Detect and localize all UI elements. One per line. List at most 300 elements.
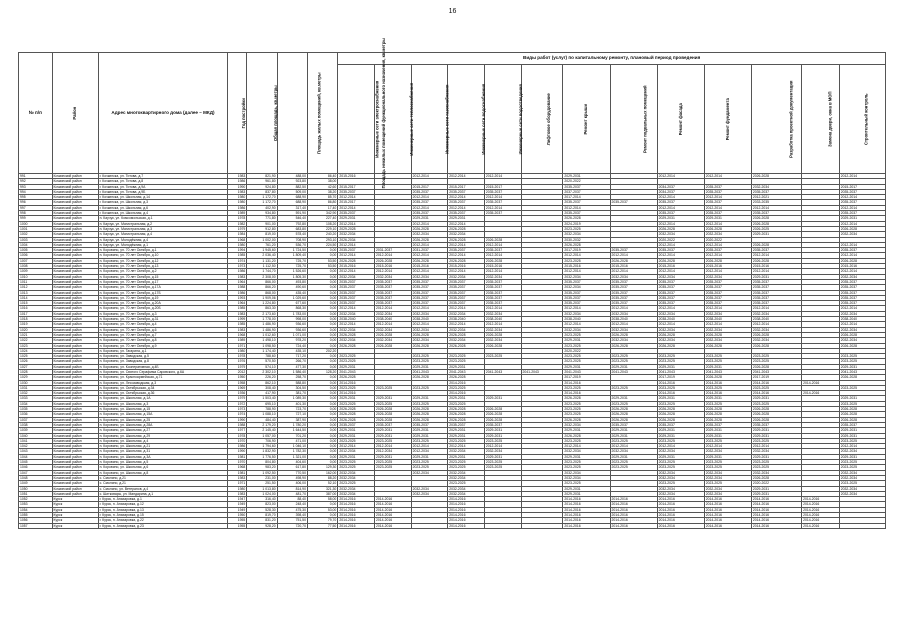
table-cell: 2015-2016 (610, 264, 657, 269)
table-row (19, 407, 886, 412)
table-cell: 1964 (228, 279, 247, 284)
table-cell: 2026-2028 (610, 407, 657, 412)
table-cell: 2032-2034 (657, 274, 704, 279)
col-header-project-docs: Разработка проектной документации (751, 65, 801, 174)
table-cell: 2038-2040 (751, 317, 801, 322)
table-cell: 2012-2014 (839, 205, 885, 210)
table-cell: 2029-2031 (751, 454, 801, 459)
table-cell: Кочкинский район (52, 274, 98, 279)
table-cell: 2 308,00 (247, 274, 277, 279)
table-cell: 2035-2037 (411, 211, 448, 216)
table-cell: 1981 (228, 454, 247, 459)
table-cell: 2032-2034 (338, 274, 375, 279)
table-cell: 2012-2014 (484, 242, 521, 247)
table-cell: 2032-2034 (704, 491, 751, 496)
table-cell: 1979 (228, 226, 247, 231)
table-cell: Кочкинский район (52, 354, 98, 359)
table-cell: 2032-2034 (411, 232, 448, 237)
table-cell: 2035-2037 (374, 422, 411, 427)
table-cell: 402,90 (247, 205, 277, 210)
table-cell: 2029-2031 (657, 433, 704, 438)
table-cell: 2029-2031 (448, 428, 485, 433)
table-cell: Кочкинский район (52, 396, 98, 401)
table-cell: 2015-2016 (411, 264, 448, 269)
table-cell: 2020-2022 (751, 481, 801, 486)
table-cell: 0,00 (307, 311, 337, 316)
table-cell: 2032-2034 (411, 338, 448, 343)
table-cell: 2032-2034 (751, 338, 801, 343)
table-cell: 1 046,10 (277, 444, 307, 449)
table-cell: 251,50 (247, 481, 277, 486)
table-cell: 2032-2034 (563, 449, 610, 454)
table-cell: 2015-2017 (338, 200, 375, 205)
table-cell: 2023-2025 (839, 359, 885, 364)
table-cell: 2014-2016 (374, 497, 411, 502)
table-cell: 2026-2028 (411, 407, 448, 412)
table-cell: Кочкинский район (52, 242, 98, 247)
table-cell: п. Коровино, ул. Школьная, д.3 (98, 401, 228, 406)
table-cell: 2032-2034 (839, 311, 885, 316)
table-cell: 928,20 (247, 523, 277, 528)
table-cell: Кочкинский район (52, 391, 98, 396)
table-row (19, 232, 886, 237)
table-cell: 2023-2025 (563, 481, 610, 486)
table-cell: 823,00 (247, 502, 277, 507)
table-cell: 2012-2021 (751, 195, 801, 200)
table-cell: 1974 (228, 258, 247, 263)
table-cell: 2035-2037 (338, 285, 375, 290)
col-header-basement: Ремонт подвальных помещений (610, 65, 657, 174)
table-cell: 2014-2016 (374, 507, 411, 512)
table-cell: 2020-2022 (563, 179, 610, 184)
table-cell: 2012-2014 (448, 269, 485, 274)
table-cell: 993 (19, 184, 53, 189)
table-cell: 2035-2037 (704, 200, 751, 205)
table-cell: 2032-2034 (704, 470, 751, 475)
table-cell: 2026-2028 (484, 258, 521, 263)
table-cell: 2012-2014 (704, 269, 751, 274)
table-cell: п. Коровино, ул. Школьная, д.8 (98, 470, 228, 475)
table-cell: 1015 (19, 301, 53, 306)
table-cell: 2026-2028 (839, 412, 885, 417)
table-row (19, 311, 886, 316)
table-cell: 1980 (228, 348, 247, 353)
table-cell: 2012-2014 (563, 205, 610, 210)
table-cell: 1 321,00 (277, 454, 307, 459)
table-row (19, 369, 886, 374)
page-number: 16 (448, 8, 457, 15)
table-cell: 2032-2034 (448, 486, 485, 491)
table-row (19, 195, 886, 200)
table-cell: 2032-2034 (448, 475, 485, 480)
table-cell: п. Коровино, ул. Гагарина, д.1 (98, 348, 228, 353)
table-cell: 2032-2034 (839, 338, 885, 343)
table-cell: 2026-2028 (839, 226, 885, 231)
table-cell: 2035-2037 (751, 285, 801, 290)
table-cell: 1001 (19, 226, 53, 231)
table-cell: 2026-2028 (751, 221, 801, 226)
table-cell: 475,30 (277, 507, 307, 512)
table-cell: Кочкинский район (52, 380, 98, 385)
table-cell: 1983 (228, 174, 247, 179)
table-cell: 2023-2025 (563, 412, 610, 417)
table-row (19, 279, 886, 284)
table-cell: п. Коровино, ул. Школьная, д.29 (98, 433, 228, 438)
table-cell: 2035-2037 (657, 295, 704, 300)
table-cell: 2032-2034 (839, 486, 885, 491)
table-cell: 2014-2016 (448, 391, 485, 396)
table-cell: 1 088,10 (247, 412, 277, 417)
table-cell: 2023-2025 (751, 460, 801, 465)
table-cell: 1029 (19, 375, 53, 380)
table-cell: 2012-2014 (704, 195, 751, 200)
table-cell: 2035-2037 (484, 279, 521, 284)
table-cell: 862,10 (247, 380, 277, 385)
table-cell: 2026-2028 (610, 417, 657, 422)
table-cell: 2015-2017 (484, 184, 521, 189)
table-cell: п. Коровино, ул. Святого Серафима Саровского, д.6А (98, 369, 228, 374)
table-cell: 2035-2037 (839, 422, 885, 427)
table-cell: 2035-2037 (610, 290, 657, 295)
table-cell: 1022 (19, 338, 53, 343)
table-cell: 978,20 (277, 338, 307, 343)
table-cell: 2014-2016 (751, 502, 801, 507)
table-cell: 2012-2014 (839, 195, 885, 200)
table-cell: 2032-2034 (563, 327, 610, 332)
table-cell: 2026-2028 (704, 332, 751, 337)
table-cell: 2035-2037 (338, 189, 375, 194)
table-cell: 2023-2025 (411, 354, 448, 359)
table-cell: 2012-2014 (657, 205, 704, 210)
table-cell: Кочкинский район (52, 401, 98, 406)
table-cell: 2012-2014 (751, 444, 801, 449)
col-header-living-area: Площадь жилых помещений, кв.метры (277, 53, 307, 174)
table-cell: п. Коровино, ул. 70 лет Октября, д.20Б (98, 306, 228, 311)
table-cell: 342,90 (307, 211, 337, 216)
table-cell: 2023-2025 (484, 465, 521, 470)
table-cell: Кочкинский район (52, 327, 98, 332)
table-cell: 2014-2016 (338, 523, 375, 528)
table-cell: п. Коровино, ул. Школьная, д.4 (98, 438, 228, 443)
table-cell: 2035-2037 (751, 295, 801, 300)
table-row (19, 226, 886, 231)
table-cell: 1 526,60 (277, 269, 307, 274)
table-cell: 1 012,60 (247, 332, 277, 337)
table-cell: 1 782,30 (277, 449, 307, 454)
table-cell: 2032-2034 (448, 311, 485, 316)
table-cell: 2032-2034 (704, 475, 751, 480)
table-cell: 2012-2014 (657, 253, 704, 258)
table-cell: 2032-2034 (563, 470, 610, 475)
table-cell: 2029-2031 (338, 396, 375, 401)
table-cell: 2012-2014 (704, 322, 751, 327)
table-cell: 2035-2037 (338, 211, 375, 216)
table-cell: 574,10 (247, 364, 277, 369)
table-cell: 2023-2025 (448, 359, 485, 364)
table-cell: 0,00 (307, 444, 337, 449)
table-cell: 701,20 (277, 433, 307, 438)
col-header-facade: Ремонт фасада (657, 65, 704, 174)
table-cell: 2032-2034 (374, 274, 411, 279)
table-cell: 2026-2028 (484, 343, 521, 348)
table-cell: 2012-2014 (338, 195, 375, 200)
table-cell: 588,80 (277, 380, 307, 385)
table-cell: 695,10 (247, 401, 277, 406)
col-header-roof: Ремонт крыши (563, 65, 610, 174)
table-cell: 1 071,00 (277, 332, 307, 337)
table-cell: 2026-2028 (411, 237, 448, 242)
table-cell: 998,00 (277, 317, 307, 322)
table-cell: 819,00 (247, 232, 277, 237)
table-cell: 2035-2037 (484, 285, 521, 290)
col-header-sewer: Инженерные сети водоотведения (484, 65, 521, 174)
table-cell: 2023-2025 (610, 401, 657, 406)
table-cell: 1 783,00 (277, 311, 307, 316)
table-cell: 2014-2016 (802, 497, 840, 502)
table-cell: 2020-2022 (657, 237, 704, 242)
table-cell: 1056 (19, 518, 53, 523)
table-cell: 2032-2034 (338, 338, 375, 343)
table-cell: 2026-2028 (448, 417, 485, 422)
table-cell: Кочкинский район (52, 348, 98, 353)
table-cell: 2014-2016 (704, 391, 751, 396)
table-cell: 2015-2017 (839, 184, 885, 189)
table-cell: 435,10 (277, 348, 307, 353)
table-cell: 2035-2037 (704, 184, 751, 189)
table-cell: 2012-2014 (751, 205, 801, 210)
table-row (19, 417, 886, 422)
table-cell: г. Курск, п. Анахаровка, д.12 (98, 502, 228, 507)
table-cell: 2029-2031 (374, 396, 411, 401)
table-cell: 1027 (19, 364, 53, 369)
table-cell: 2041-2043 (751, 369, 801, 374)
table-cell: 2012-2014 (657, 322, 704, 327)
table-cell: Кочкинский район (52, 491, 98, 496)
table-cell: 417,90 (247, 391, 277, 396)
table-cell: 0,00 (307, 396, 337, 401)
table-cell: 0,00 (307, 338, 337, 343)
table-cell: 2023-2025 (704, 354, 751, 359)
table-cell: 2012-2014 (411, 306, 448, 311)
table-cell: 1985 (228, 306, 247, 311)
table-cell: 2023-2025 (839, 481, 885, 486)
table-cell: 2026-2028 (657, 332, 704, 337)
table-cell: 1004 (19, 242, 53, 247)
table-cell: 2035-2037 (657, 301, 704, 306)
table-cell: Кочкинский район (52, 290, 98, 295)
table-cell: 2035-2037 (411, 295, 448, 300)
table-cell: Курск (52, 518, 98, 523)
table-cell: 2029-2031 (374, 454, 411, 459)
table-cell: 901,00 (247, 221, 277, 226)
table-cell: 2038-2040 (411, 317, 448, 322)
table-cell: 2023-2025 (657, 385, 704, 390)
table-cell: 2012-2014 (563, 253, 610, 258)
table-cell: 229,10 (307, 226, 337, 231)
table-cell: п. Коровино, ул. 70 лет Октября, д.31 (98, 317, 228, 322)
table-cell: 1986 (228, 179, 247, 184)
table-cell: 471,00 (277, 438, 307, 443)
table-cell: 0,00 (307, 449, 337, 454)
table-cell: 1968 (228, 465, 247, 470)
table-cell: 42,60 (307, 184, 337, 189)
table-cell: 2032-2034 (704, 338, 751, 343)
table-cell: 771,80 (247, 216, 277, 221)
table-cell: Кочкинский район (52, 269, 98, 274)
table-cell: 2032-2034 (704, 274, 751, 279)
table-cell: 2012-2014 (411, 322, 448, 327)
table-cell: 1983 (228, 189, 247, 194)
table-cell: 934,80 (247, 211, 277, 216)
table-cell: 2032-2034 (338, 486, 375, 491)
table-cell: 2017-2019 (563, 375, 610, 380)
table-cell: 2035-2037 (751, 248, 801, 253)
table-cell: 240,20 (307, 232, 337, 237)
table-cell: 2012-2034 (411, 449, 448, 454)
table-cell: 2023-2025 (484, 354, 521, 359)
table-cell: 2023-2025 (610, 385, 657, 390)
table-cell: 108,20 (307, 221, 337, 226)
table-cell: Кочкинский район (52, 174, 98, 179)
table-cell: 2032-2034 (484, 311, 521, 316)
table-cell: 2014-2016 (448, 507, 485, 512)
table-cell: Кочкинский район (52, 438, 98, 443)
table-cell: 2023-2025 (704, 460, 751, 465)
table-cell: 2023-2025 (657, 460, 704, 465)
table-cell: 2023-2025 (411, 465, 448, 470)
table-cell: 488,00 (277, 174, 307, 179)
table-cell: 1026 (19, 359, 53, 364)
table-cell: 226,20 (247, 375, 277, 380)
table-cell: 2026-2025 (751, 226, 801, 231)
table-cell: 2041-2043 (521, 369, 563, 374)
table-cell: 1971 (228, 343, 247, 348)
table-cell: 2035-2037 (704, 295, 751, 300)
table-cell: 2012-2014 (657, 195, 704, 200)
table-cell: 1044 (19, 454, 53, 459)
table-cell: 2014-2016 (802, 513, 840, 518)
table-cell: Кочкинский район (52, 258, 98, 263)
table-cell: 2032-2034 (610, 327, 657, 332)
table-cell: 2041-2043 (657, 369, 704, 374)
table-cell: 2032-2034 (657, 311, 704, 316)
table-cell: 493,80 (277, 279, 307, 284)
table-cell: 2035-2037 (448, 200, 485, 205)
table-cell: 1 644,50 (277, 428, 307, 433)
table-cell: Кочкинский район (52, 332, 98, 337)
table-cell: 2035-2037 (610, 285, 657, 290)
table-cell: 2014-2016 (338, 497, 375, 502)
table-cell: 2012-2014 (704, 306, 751, 311)
table-cell: 1972 (228, 401, 247, 406)
table-row (19, 248, 886, 253)
table-cell: 2026-2028 (338, 417, 375, 422)
table-cell: Кочкинский район (52, 444, 98, 449)
table-cell: 481,70 (277, 491, 307, 496)
table-cell: 1980 (228, 242, 247, 247)
table-cell: 2029-2031 (839, 454, 885, 459)
table-cell: 0,00 (307, 322, 337, 327)
table-cell: 2026-2028 (751, 417, 801, 422)
table-cell: 0,00 (307, 422, 337, 427)
table-cell: Кочкинский район (52, 221, 98, 226)
table-cell: 2026-2028 (374, 343, 411, 348)
table-cell: Кочкинский район (52, 248, 98, 253)
table-cell: 2038-2040 (448, 317, 485, 322)
table-cell: 2032-2034 (448, 274, 485, 279)
table-cell: 2014-2016 (704, 502, 751, 507)
table-cell: 2014-2016 (448, 497, 485, 502)
table-cell: 2012-2014 (610, 444, 657, 449)
table-cell: 2 173,60 (247, 311, 277, 316)
table-cell: 2035-2037 (610, 301, 657, 306)
table-cell: 2015-2016 (751, 264, 801, 269)
table-cell: 2035-2037 (374, 279, 411, 284)
table-cell: 1 503,40 (247, 396, 277, 401)
table-cell: 304,50 (277, 385, 307, 390)
table-cell: 1050 (19, 486, 53, 491)
table-cell: п. Коровино, ул. 70 лет Октября, д.3 (98, 311, 228, 316)
table-cell: 1 724,50 (277, 248, 307, 253)
table-cell (839, 523, 885, 528)
table-cell: 2041-2043 (563, 369, 610, 374)
table-row (19, 375, 886, 380)
table-cell: 2012-2014 (839, 269, 885, 274)
table-cell: 2023-2025 (411, 438, 448, 443)
table-cell: Кочкинский район (52, 417, 98, 422)
table-cell: 2032-2034 (448, 327, 485, 332)
table-cell: 2015-2016 (448, 264, 485, 269)
table-cell: 2032-2034 (411, 470, 448, 475)
table-cell: п. Каучук, ул. Магистральная, д.4 (98, 232, 228, 237)
table-cell: 2026-2028 (411, 343, 448, 348)
table-cell: 2015-2016 (338, 264, 375, 269)
table-cell: 2024-2019 (563, 221, 610, 226)
table-cell: 2012-2014 (411, 444, 448, 449)
table-cell: 2026-2028 (448, 237, 485, 242)
table-cell: 2023-2025 (563, 226, 610, 231)
table-cell: п. Коровино, ул. 70 лет Октября, д.15 (98, 274, 228, 279)
table-cell: 2032-2034 (411, 311, 448, 316)
table-cell: 2032-2034 (484, 449, 521, 454)
table-cell: 2032-2034 (338, 311, 375, 316)
table-cell: 1011 (19, 279, 53, 284)
table-cell: 2014-2016 (751, 391, 801, 396)
table-cell: 2035-2037 (610, 200, 657, 205)
table-cell: 1013 (19, 290, 53, 295)
table-cell: 2035-2037 (563, 290, 610, 295)
table-cell: 1025 (19, 354, 53, 359)
table-cell: 1 586,40 (277, 369, 307, 374)
table-cell: 2032-2034 (839, 274, 885, 279)
table-cell: 2038-2040 (374, 317, 411, 322)
table-cell: 2029-2031 (411, 454, 448, 459)
table-cell: 1031 (19, 385, 53, 390)
table-cell: 2029-2031 (338, 364, 375, 369)
table-cell: 0,00 (307, 385, 337, 390)
table-cell: Кочкинский район (52, 285, 98, 290)
table-cell: 2014-2016 (704, 518, 751, 523)
table-row (19, 306, 886, 311)
table-cell: 1980 (228, 486, 247, 491)
table-cell: 2023-2025 (704, 401, 751, 406)
table-cell: 819,70 (247, 513, 277, 518)
table-cell: 1 024,00 (247, 491, 277, 496)
table-cell: 936,60 (277, 322, 307, 327)
table-cell: 2032-2034 (563, 274, 610, 279)
table-cell: 2023-2025 (338, 438, 375, 443)
table-cell: 2035-2037 (448, 295, 485, 300)
